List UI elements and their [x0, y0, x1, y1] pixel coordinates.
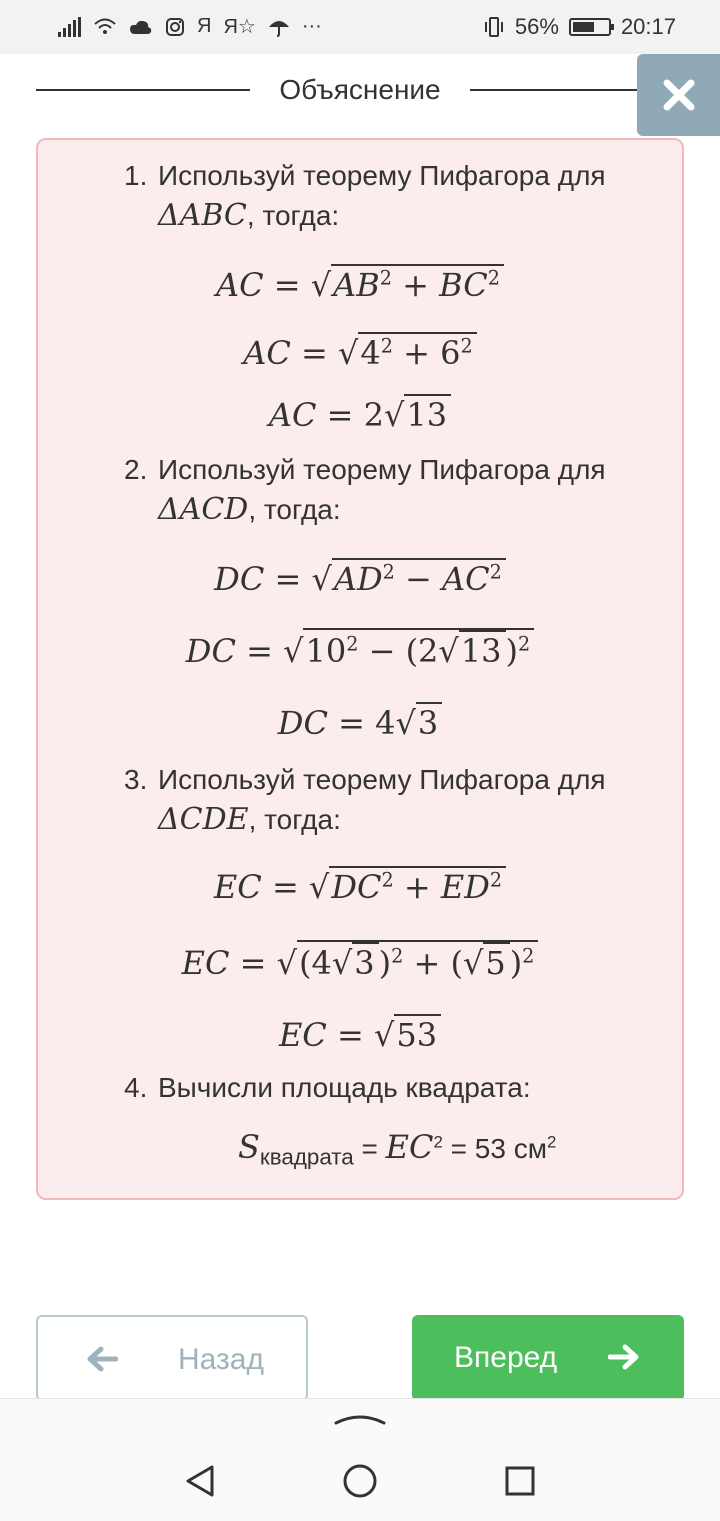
umbrella-icon	[268, 17, 290, 37]
next-button-label: Вперед	[454, 1341, 558, 1374]
formula-1b: AC = $√4^2 + 6^2$	[38, 332, 682, 372]
step-tail: , тогда:	[248, 494, 341, 525]
clock: 20:17	[620, 14, 676, 39]
step-text: Используй теорему Пифагора для	[158, 764, 606, 795]
formula-2b: DC = $√10^2 - (2√13$ )$^2$	[38, 628, 682, 670]
step-3	[124, 760, 606, 840]
explanation-header	[36, 62, 636, 118]
step-text: Используй теорему Пифагора для	[158, 454, 606, 485]
formula-3a: EC = $√DC^2 + ED^2$	[38, 866, 682, 906]
step-tail: , тогда:	[248, 804, 341, 835]
battery-icon	[569, 18, 611, 36]
yandex-star-icon: Я☆	[223, 16, 256, 38]
explanation-panel	[36, 138, 684, 1200]
triangle-label: ΔABC	[158, 198, 247, 233]
step-1	[124, 156, 606, 236]
status-bar	[0, 0, 720, 54]
more-icon: ···	[301, 15, 322, 37]
system-nav-bar	[0, 1398, 720, 1521]
vibrate-icon	[483, 16, 505, 38]
signal-icon	[58, 17, 81, 37]
formula-1a: AC = $√AB^2 + BC^2$	[38, 264, 682, 304]
step-tail: , тогда:	[246, 200, 340, 231]
step-text: Вычисли площадь квадрата:	[158, 1072, 531, 1103]
header-divider-right	[470, 89, 640, 91]
formula-2c: DC = 4√3	[38, 702, 682, 742]
formula-1c: AC = 2√13	[38, 394, 682, 434]
triangle-label: ΔCDE	[158, 802, 249, 837]
close-button[interactable]	[637, 54, 720, 136]
nav-handle-icon[interactable]	[332, 1409, 388, 1427]
triangle-label: ΔACD	[158, 492, 249, 527]
close-icon	[662, 78, 696, 112]
step-4	[124, 1068, 531, 1108]
step-number: 4.	[124, 1072, 148, 1103]
home-circle-icon[interactable]	[340, 1461, 380, 1501]
page-title: Объяснение	[279, 74, 441, 105]
battery-percent: 56%	[514, 14, 559, 39]
cloud-icon	[129, 18, 153, 36]
step-number: 2.	[124, 454, 148, 485]
next-button[interactable]	[412, 1315, 684, 1401]
recent-square-icon[interactable]	[500, 1461, 540, 1501]
step-2	[124, 450, 606, 530]
final-formula: $S_{квадрата} = EC^2 = 53$ $см^2$	[238, 1128, 557, 1170]
step-number: 3.	[124, 764, 148, 795]
status-icons-right	[483, 14, 676, 40]
yandex-icon: Я	[197, 15, 212, 37]
back-triangle-icon[interactable]	[180, 1461, 220, 1501]
status-icons-left	[58, 14, 322, 39]
back-button[interactable]	[36, 1315, 308, 1401]
header-divider-left	[36, 89, 250, 91]
wifi-icon	[93, 17, 117, 37]
formula-3c: EC = √53	[38, 1014, 682, 1054]
step-number: 1.	[124, 160, 148, 191]
formula-2a: DC = $√AD^2 - AC^2$	[38, 558, 682, 598]
arrow-right-icon	[608, 1343, 640, 1371]
step-text: Используй теорему Пифагора для	[158, 160, 606, 191]
arrow-left-icon	[86, 1345, 118, 1373]
formula-3b: EC = √(4√3 )$^2$ + (√5 )$^2$	[38, 940, 682, 982]
back-button-label: Назад	[178, 1343, 264, 1376]
instagram-icon	[165, 17, 185, 37]
